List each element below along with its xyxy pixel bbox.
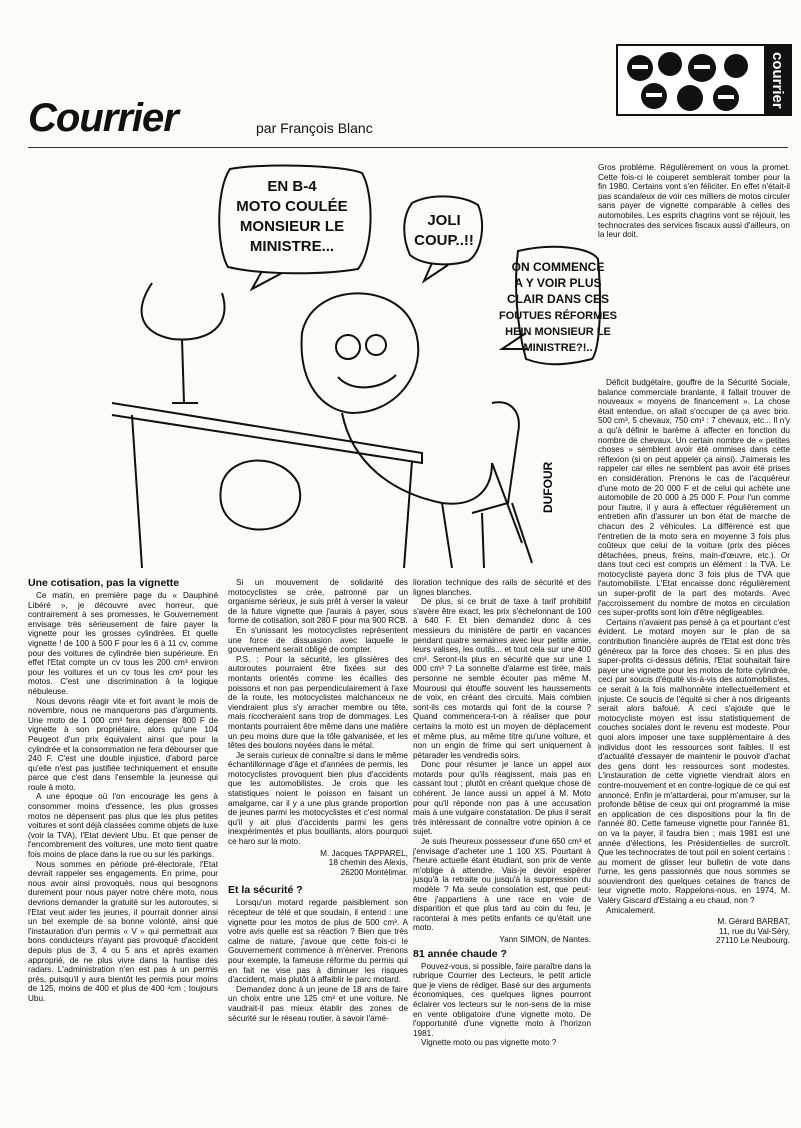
col1-para: Nous sommes en période pré-électorale, l'Etat devrait rappeler ses engagements. En prime, pour nous avoir ainsi provoqués, nous qui besognons durement pour nous payer notre chère moto, nous devrions demander la gratuité sur les autoroutes, si l'Etat veut aider les jeunes, il pourrait donner ainsi un bel exemple de sa bonne volonté, ainsi que l'instauration d'un permis « V » qui permettrait aux bons conducteurs n'ayant pas provoqué d'accident depuis plus de 3, 4 ou 5 ans et après examen approprié, de ne plus vivre dans la hantise des radars. L'administration n'en est pas à un permis près, puisqu'il y aura bientôt les permis pour moins de 125, moins de 400 et plus de 400 ³cm ; toujours Ubu.	[28, 859, 218, 1003]
right-intro-column	[598, 163, 790, 261]
col2-signature	[228, 849, 408, 878]
right-intro-text: Gros problème. Régulièrement on vous la promet. Cette fois-ci le couperet semblerait tomber pour la fin 1980. Certains vont s'en féliciter. En effet n'était-il pas scandaleux de voir ces milliers de motos circuler sans payer de vignette comparable à celles des automobiles. Les esprits chagrins vont se réjouir, les technocrates des services fiscaux aussi d'ailleurs, on la leur doit.	[598, 163, 790, 240]
column-4	[598, 378, 790, 1096]
col4-signature	[598, 917, 790, 946]
cartoonist-signature: DUFOUR	[541, 461, 555, 513]
bubble1-line1: EN B-4	[267, 178, 317, 195]
col4-signature-line: 27110 Le Neubourg.	[715, 936, 790, 946]
col1-para: Ce matin, en première page du « Dauphiné Libéré », je découvre avec horreur, que contrairement à ses promesses, le Gouvernement envisage très sérieusement de faire payer la vignette pour les grosses cylindrées. Et quelle vignette ! de 100 à 500 F pour les 6 à 11 cv, comme pour des voitures de cylindrée bien supérieure. En effet l'Etat compte un cv tous les 200 cm³ environ pour les voitures et un cv tous les cm³ pour les motos. C'est une discrimination à la logique nébuleuse.	[28, 591, 218, 696]
article-heading: Et la sécurité ?	[228, 884, 303, 897]
bubble3-line5: HEIN MONSIEUR LE	[505, 326, 611, 338]
col2-signature-line: M. Jacques TAPPAREL,	[320, 848, 408, 858]
column-1	[28, 578, 218, 1118]
col4-para: Amicalement.	[606, 905, 656, 915]
col3-para: lioration technique des rails de sécurité et des lignes blanches.	[413, 578, 591, 597]
col2-para: Si un mouvement de solidarité des motocyclistes se crée, patronné par un organisme sérieux, je suis prêt à verser la valeur de la future vignette que j'aurais à payer, sous forme de cotisation, soit 280 F pour ma 900 RCB.	[228, 578, 408, 626]
bubble3-line6: MINISTRE?!..	[523, 342, 593, 354]
col4-para: Certains n'avaient pas pensé à ça et pourtant c'est évident. Le motard moyen sur le plan de sa contribution financière auprès de l'Etat est donc très généreux par la force des choses. Si en plus des super-profits ci-dessus définis, l'Etat souhaitait faire payer une vignette pour les motos de forte cylindrée, ceci par soucis d'équité vis-à-vis des automobilistes, ce serait à la fois malhonnête intellectuellement et injuste. Ce soucis de l'équité si cher à nos dirigeants serait alors bafoué. A ceci s'ajoute que le motocycliste moyen est issu statistiquement de couches sociales dont le revenu est modeste. Pour quoi alors imposer une taxe supplémentaire à des individus dont les ressources sont faibles. Il est d'actualité d'essayer de maintenir le pouvoir d'achat des gens dont les ressources sont modestes. L'instauration de cette vignette viendrait alors en contre-mouvement et en contre-logique de ce qui est annoncé. Enfin je m'attarderai, pour m'amuser, sur la profonde bêtise de ceux qui ont programmé la mise en application de ces dispositions pour la fin de l'année 80. Cette fameuse vignette pour l'année 81, on va la payer, il faudra bien ; mais 1981 est une année d'élections, les Présidentielles de surcroît. Que les technocrates de tout poil en soient certains : au moment de glisser leur bulletin de vote dans l'urne, les gens passionnés que nous sommes se souviendront des quelques cetaines de francs de leur vignette moto. Rappelons-nous, en 1974, M. Valéry Giscard d'Estaing a eu chaud, non ?	[598, 617, 790, 906]
article-heading: Une cotisation, pas la vignette	[28, 577, 180, 589]
col3-para: Donc pour résumer je lance un appel aux motards pour qu'ils réagissent, mais pas en cassant tout ; plutôt en créant quelque chose de cohérent. Je lance aussi un appel à M. Moto pour qu'il réponde non pas à une accusation mais à une vulgaire constatation. De plus il serait très intéressant de connaître votre opinion à ce sujet.	[413, 760, 591, 837]
col2-para: Demandez donc à un jeune de 18 ans de faire un choix entre une 125 cm³ et une voiture. Ne vaudrait-il pas mieux établir des zones de sécurité sur le réseau routier, à savoir l'amé-	[228, 984, 408, 1023]
bubble3-line2: A Y VOIR PLUS	[514, 276, 602, 290]
col2-para: Je serais curieux de connaître si dans le même échantillonnage d'âge et d'années de permis, les motocyclistes provoquent bien plus d'accidents que les automobilistes. Je crois que les statistiques noient le poisson en faisant un amalgame, car il y a une plus grande proportion de jeunes parmi les motocyclistes et c'est normal qu'il y ait plus d'accidents parmi les gens inexpérimentés et plus bouillants, alors pourquoi ce haro sur la moto.	[228, 750, 408, 847]
bubble3-line4: FOUTUES RÉFORMES	[499, 310, 617, 322]
riders-logo-icon	[618, 46, 764, 114]
col1-para: A une époque où l'on encourage les gens à consommer moins d'essence, les plus grosses motos ne dépensent pas plus que les plus petites voitures et sont déjà classées comme objets de luxe (voir la TVA), l'Etat devient Ubu. Et que penser de l'encombrement des voitures, une moto tient quatre fois moins de place dans la rue ou sur les parkings.	[28, 792, 218, 860]
column-3	[413, 578, 591, 1118]
col3-signature: Yann SIMON, de Nantes.	[499, 934, 591, 944]
bubble1-line4: MINISTRE...	[249, 238, 335, 255]
col2-signature-line: 18 chemin des Alexis,	[328, 858, 408, 868]
col3-para: Pouvez-vous, si possible, faire paraître dans la rubrique Courrier des Lecteurs, le petit article que je viens de rédiger. Basé sur des arguments économiques, ces quelques lignes pourront éclairer vos lecteurs sur le non-sens de la mise en vente obligatoire d'une vignette moto. De l'opportunité d'une vignette moto à l'horizon 1981.	[413, 961, 591, 1038]
bubble3-line1: ON COMMENCE	[511, 260, 605, 274]
col2-para: En s'unissant les motocyclistes représentent une force de dissuasion avec laquelle le gouvernement serait obligé de compter.	[228, 625, 408, 655]
section-logo	[616, 44, 792, 116]
col3-para: Je suis l'heureux possesseur d'une 650 cm³ et j'envisage d'acheter une 1 100 XS. Pourtant à l'heure actuelle étant étudiant, son prix de vente m'oblige à attendre. Vais-je devoir espérer jusqu'à la retraite ou jusqu'à la suppression du modèle ? Ma seule consolation est, que peut-être j'appartiens à une race en voie de disparition et que plus tard au coin du feu, je raconterai à mes petits enfants ce qu'était une moto.	[413, 837, 591, 933]
bubble1-line2: MOTO COULÉE	[236, 198, 348, 215]
header-rule	[28, 147, 788, 148]
col1-para: Nous devons réagir vite et fort avant le mois de novembre, nous ne manquerons pas d'arguments. Une moto de 1 000 cm³ fera dépenser 800 F de vignette à son propriétaire, alors qu'une 104 Peugeot d'un prix équivalent ainsi que pour la cylindrée et la consommation ne fera débourser que 240 F. C'est une double injustice, d'abord parce qu'elle n'est pas justifiée techniquement et ensuite parce que c'est dans l'ensemble la jeunesse qui roule à moto.	[28, 696, 218, 792]
bubble2-line2: COUP..!!	[414, 232, 474, 249]
bubble1-line3: MONSIEUR LE	[239, 218, 345, 235]
col3-para: Vignette moto ou pas vignette moto ?	[421, 1038, 557, 1048]
col2-signature-line: 26200 Montélimar.	[340, 867, 408, 877]
col2-para: Lorsqu'un motard regarde paisiblement son récepteur de télé et que soudain, il entend : une vignette pour les motos de plus de 500 cm³. A votre avis quelle est sa réaction ? Bien que très calme de nature, j'avoue que cette fois-ci le Gouvernement commence à m'énerver. Prenons pour exemple, la fameuse réforme du permis qui en fait ne vise pas à diminuer les risques d'accident, mais plutôt à affaiblir le parc motard.	[228, 898, 408, 985]
bubble2-line1: JOLI	[427, 212, 461, 229]
bubble3-line3: CLAIR DANS CES	[506, 292, 610, 306]
byline: par François Blanc	[256, 120, 373, 136]
article-heading: 81 année chaude ?	[413, 947, 507, 960]
col3-para: De plus, si ce bruit de taxe à tarif prohibitif s'avère être exact, les prix s'échelonnant de 100 à 640 F. Et bien demandez donc à ces messieurs du ministère de partir en vacances pendant quatre semaines avec leur petite amie, leurs valises, les outils... et tout cela sur une 400 cm³. Seront-ils plus en sécurité que sur une 1 000 cm³ ? La sonnette d'alarme est tirée, mais personne ne semble écouter pas même M. Mourousi qui étouffe souvent les haussements de voix, en créant des circuits. Mais combien sont-ils ces motards qui font de la course ? Quand commencera-t-on à réaliser que pour certains la moto est un moyen de déplacement et même plus, au même titre qu'une voiture, et non un engin de frime qui sert uniquement à pétarader les vendredis soirs.	[413, 597, 591, 760]
col4-signature-line: 11, rue du Val-Séry,	[719, 926, 790, 936]
col4-para: Déficit budgétaire, gouffre de la Sécurité Sociale, balance commerciale branlante, il fallait trouver de nouveaux « moyens de financement ». La chose était entendue, on allait s'occuper de ça avec brio. 500 cm³, 5 chevaux, 750 cm³ : 7 chevaux, etc... Il n'y a qu'à définir le barème à affecter en fonction du nombre de chevaux. Un certain nombre de « petites choses » semblent avoir été ommises dans cette réflexion (si on peut appeler ça ainsi). J'aimerais les rappeler car elles ne semblent pas avoir été prises en considération. Prenons le cas de l'acquéreur d'une moto de 20 000 F et de celui qui achète une automobile de 20 000 à 25 000 F. Pour l'un comme pour l'autre, il y aura à effectuer régulièrement un entretien afin d'assurer un bon état de marche de chacun des 2 véhicules. La différence est que l'entretien de la moto sera en moyenne 3 fois plus coûteux que celui de la voiture (prix des pièces détachées, pneus, freins, main-d'œuvre, etc.). Or dans tout ceci est compris un élément : la TVA. Le motocycliste payera donc 3 fois plus de TVA que l'automobiliste. L'Etat encaisse donc régulièrement un super-profit de la part des motards. Avec l'accroissement du nombre de motos en circulation ces super-profits sont loin d'être négligeables.	[598, 378, 790, 618]
cartoon-illustration	[112, 163, 617, 568]
column-2	[228, 578, 408, 1118]
page-title: Courrier	[28, 96, 178, 140]
col2-para: P.S. : Pour la sécurité, les glissières des autoroutes pourraient être fixées sur des montants orientés comme les écailles des poissons et non pas perpendiculairement à l'axe de la route, les motocyclistes malchanceux ne viendraient plus s'y arracher membre ou tête, mais ricocheraient sans trop de dommages. Les montants pourraient être même dans une matière un peu moins dure que la tôle galvanisée, et les têtes des boulons noyées dans le métal.	[228, 654, 408, 751]
logo-word: courrier	[764, 46, 790, 114]
col4-signature-line: M. Gérard BARBAT,	[717, 917, 790, 927]
